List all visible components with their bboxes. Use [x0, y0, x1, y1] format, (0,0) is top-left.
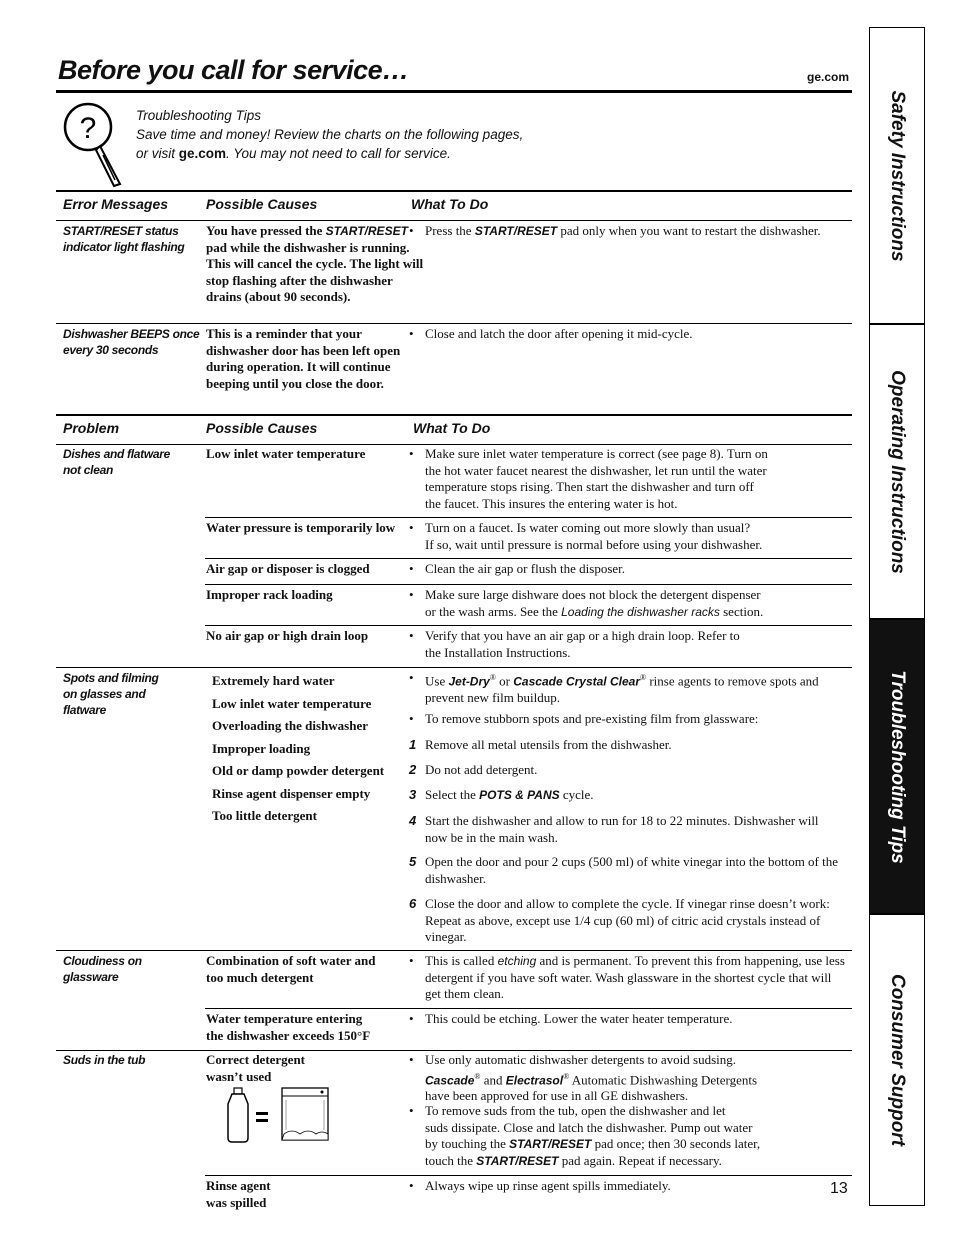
header-possible-causes: Possible Causes — [206, 420, 318, 436]
step-1: 1 Remove all metal utensils from the dishwasher. — [409, 737, 672, 752]
todo-item: • This is called etching and is permanent. To prevent this from happening, use less detergent if you have soft water. Wash glassware in the shortest cycle that will get them clean. — [409, 953, 845, 1001]
step-4: 4 Start the dishwasher and allow to run for 18 to 22 minutes. Dishwasher will now be in the main wash. — [409, 813, 819, 845]
todo-item: • Close and latch the door after opening it mid-cycle. — [409, 326, 693, 341]
magnifier-question-icon — [58, 100, 128, 190]
divider — [205, 584, 852, 585]
tab-troubleshooting-tips[interactable]: Troubleshooting Tips — [870, 620, 924, 915]
title-rule — [56, 90, 852, 93]
page-title: Before you call for service… — [58, 55, 409, 85]
header-what-to-do: What To Do — [411, 196, 489, 212]
tab-consumer-support[interactable]: Consumer Support — [887, 973, 908, 1147]
cause-text: You have pressed the START/RESET pad while the dishwasher is running. This will cancel the cycle. The light will stop flashing after the dishwasher drains (about 90 seconds). — [206, 223, 424, 304]
problem-label-suds: Suds in the tub — [63, 1053, 146, 1067]
troubleshooting-intro: Troubleshooting Tips Save time and money! Review the charts on the following pages, or visit ge.com. You may not need to call for service. — [136, 108, 524, 161]
tab-operating-instructions[interactable]: Operating Instructions — [870, 325, 924, 620]
step-6: 6 Close the door and allow to complete the cycle. If vinegar rinse doesn’t work: Repeat as above, except use 1/4 cup (60 ml) of citric acid crystals instead of vinegar. — [409, 896, 830, 944]
problem-label-dishes: Dishes and flatware not clean — [63, 447, 171, 477]
divider — [56, 1050, 852, 1051]
cause-text: Water temperature entering the dishwasher exceeds 150°F — [206, 1011, 371, 1043]
divider — [56, 444, 852, 445]
divider — [205, 1008, 852, 1009]
divider — [205, 1175, 852, 1176]
detergent-bottle-icon — [228, 1088, 248, 1142]
cause-text: Air gap or disposer is clogged — [206, 561, 370, 576]
dishwasher-icon — [282, 1088, 328, 1140]
cause-text: No air gap or high drain loop — [206, 628, 369, 643]
error-label-beeps: Dishwasher BEEPS once every 30 seconds — [63, 327, 200, 357]
step-2: 2 Do not add detergent. — [409, 762, 538, 777]
step-5: 5 Open the door and pour 2 cups (500 ml) of white vinegar into the bottom of the dishwasher. — [409, 854, 839, 886]
cause-text: Combination of soft water and too much detergent — [206, 953, 376, 985]
divider — [56, 323, 852, 324]
todo-item: • Press the START/RESET pad only when you want to restart the dishwasher. — [409, 223, 821, 238]
todo-item: • Make sure inlet water temperature is correct (see page 8). Turn on the hot water faucet nearest the dishwasher, let run until the water temperature stops rising. Then start the dishwasher and turn off the faucet. This insures the entering water is hot. — [409, 446, 768, 511]
cause-text: Improper rack loading — [206, 587, 333, 602]
svg-text:?: ? — [79, 112, 97, 145]
todo-item: • To remove stubborn spots and pre-existing film from glassware: — [409, 711, 759, 726]
cause-text: Low inlet water temperature — [206, 446, 366, 461]
todo-item: • Clean the air gap or flush the disposer. — [409, 561, 626, 576]
divider — [56, 667, 852, 668]
detergent-illustration — [222, 1086, 342, 1146]
todo-item: • This could be etching. Lower the water heater temperature. — [409, 1011, 733, 1026]
header-possible-causes: Possible Causes — [206, 196, 318, 212]
problem-label-spots: Spots and filming on glasses and flatware — [63, 671, 159, 717]
section-sidebar — [869, 27, 925, 1206]
cause-list: Extremely hard water Low inlet water temperature Overloading the dishwasher Improper loading Old or damp powder detergent Rinse agent dispenser empty Too little detergent — [212, 673, 385, 823]
step-3: 3 Select the POTS & PANS cycle. — [409, 787, 594, 802]
cause-text: Rinse agent was spilled — [206, 1178, 271, 1210]
divider — [205, 558, 852, 559]
tab-safety-instructions[interactable]: Safety Instructions — [870, 28, 924, 325]
divider — [56, 950, 852, 951]
equals-icon — [256, 1112, 268, 1122]
problem-label-cloudiness: Cloudiness on glassware — [63, 954, 142, 984]
ge-link[interactable]: ge.com — [178, 146, 227, 161]
divider — [56, 220, 852, 221]
cause-text: Water pressure is temporarily low — [206, 520, 396, 535]
todo-item: • Turn on a faucet. Is water coming out more slowly than usual? If so, wait until pressure is normal before using your dishwasher. — [409, 520, 763, 552]
divider — [205, 625, 852, 626]
divider — [56, 190, 852, 192]
error-label-start-reset: START/RESET status indicator light flashing — [63, 224, 185, 254]
todo-item: • Use only automatic dishwasher detergents to avoid sudsing. Cascade® and Electrasol® Automatic Dishwashing Detergents have been approved for use in all GE dishwashers. — [409, 1052, 758, 1104]
todo-item: • Always wipe up rinse agent spills immediately. — [409, 1178, 671, 1193]
todo-item: • Make sure large dishware does not block the detergent dispenser or the wash arms. See the Loading the dishwasher racks section. — [409, 587, 764, 619]
cause-text: Correct detergent wasn’t used — [206, 1052, 306, 1084]
todo-item: • Verify that you have an air gap or a high drain loop. Refer to the Installation Instructions. — [409, 628, 740, 660]
divider — [205, 517, 852, 518]
divider — [56, 414, 852, 416]
header-what-to-do: What To Do — [413, 420, 491, 436]
site-link[interactable]: ge.com — [806, 70, 849, 84]
page-number: 13 — [830, 1180, 848, 1197]
header-problem: Problem — [63, 420, 120, 436]
todo-item: • To remove suds from the tub, open the dishwasher and let suds dissipate. Close and latch the dishwasher. Pump out water by touching the START/RESET pad once; then 30 seconds later, touch the START/RESET pad again. Repeat if necessary. — [409, 1103, 761, 1168]
cause-text: This is a reminder that your dishwasher door has been left open during operation. It will continue beeping until you close the door. — [206, 326, 401, 391]
header-error-messages: Error Messages — [63, 196, 169, 212]
todo-item: • Use Jet-Dry® or Cascade Crystal Clear® rinse agents to remove spots and prevent new film buildup. — [409, 670, 819, 705]
